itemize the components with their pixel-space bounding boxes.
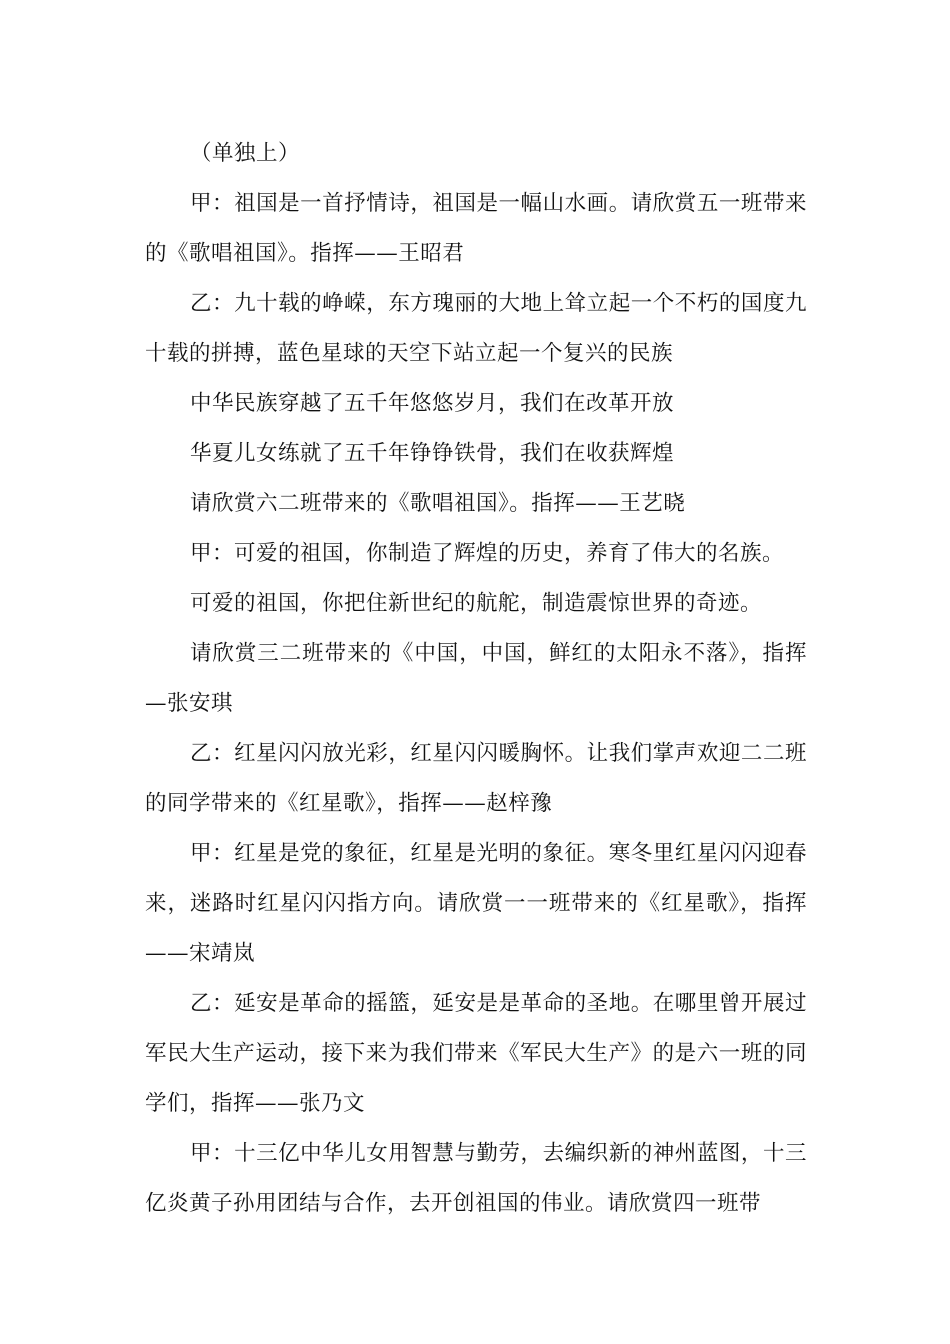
paragraph-line-5: 请欣赏三二班带来的《中国，中国，鲜红的太阳永不落》，指挥—张安琪 xyxy=(145,641,807,716)
document-body xyxy=(145,129,807,1229)
paragraph-host-a-3: 甲：红星是党的象征，红星是光明的象征。寒冬里红星闪闪迎春来，迷路时红星闪闪指方向。请欣赏一一班带来的《红星歌》，指挥——宋靖岚 xyxy=(145,841,807,966)
paragraph-line-3: 请欣赏六二班带来的《歌唱祖国》。指挥——王艺晓 xyxy=(190,491,686,516)
paragraph-host-b-2: 乙：红星闪闪放光彩，红星闪闪暖胸怀。让我们掌声欢迎二二班的同学带来的《红星歌》，指挥——赵梓豫 xyxy=(145,741,807,816)
paragraph-host-b-1: 乙：九十载的峥嵘，东方瑰丽的大地上耸立起一个不朽的国度九十载的拼搏，蓝色星球的天空下站立起一个复兴的民族 xyxy=(145,291,807,366)
paragraph-host-a-1: 甲：祖国是一首抒情诗，祖国是一幅山水画。请欣赏五一班带来的《歌唱祖国》。指挥——王昭君 xyxy=(145,191,807,266)
paragraph-line-2: 华夏儿女练就了五千年铮铮铁骨，我们在收获辉煌 xyxy=(190,441,675,466)
paragraph-host-b-3: 乙：延安是革命的摇篮，延安是是革命的圣地。在哪里曾开展过军民大生产运动，接下来为我们带来《军民大生产》的是六一班的同学们，指挥——张乃文 xyxy=(145,991,807,1116)
paragraph-host-a-2: 甲：可爱的祖国，你制造了辉煌的历史，养育了伟大的名族。 xyxy=(190,541,785,566)
paragraph-stage-direction: （单独上） xyxy=(190,141,301,166)
paragraph-line-1: 中华民族穿越了五千年悠悠岁月，我们在改革开放 xyxy=(190,391,675,416)
paragraph-line-4: 可爱的祖国，你把住新世纪的航舵，制造震惊世界的奇迹。 xyxy=(190,591,763,616)
paragraph-host-a-4: 甲：十三亿中华儿女用智慧与勤劳，去编织新的神州蓝图，十三亿炎黄子孙用团结与合作，去开创祖国的伟业。请欣赏四一班带 xyxy=(145,1141,807,1216)
